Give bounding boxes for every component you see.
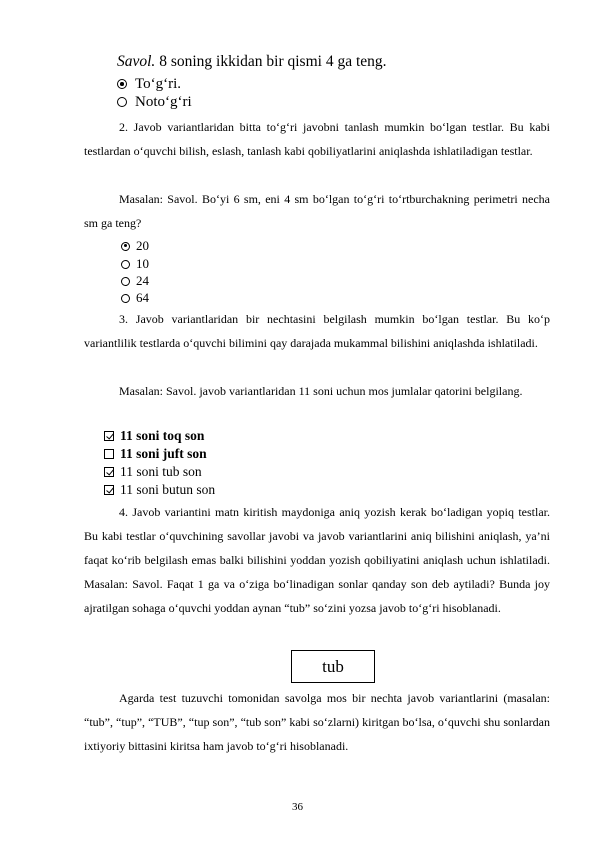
question1-option-2-label: Noto‘g‘ri — [135, 94, 192, 110]
question1-title — [117, 53, 387, 71]
paragraph-3: 3. Javob variantlaridan bir nechtasini belgilash mumkin bo‘lgan testlar. Bu ko‘p variantlilik testlarda o‘quvchi bilimini qay darajada mukammal bilishini aniqlashda ishlatiladi. — [84, 312, 550, 350]
question3-option-1[interactable]: 11 soni toq son — [104, 428, 204, 443]
checkbox-checked-icon[interactable] — [104, 467, 114, 477]
radio-selected-icon[interactable] — [117, 79, 127, 89]
question2-option-1[interactable]: 20 — [121, 238, 149, 254]
radio-empty-icon[interactable] — [117, 97, 127, 107]
paragraph-4: 4. Javob variantini matn kiritish maydoniga aniq yozish kerak bo‘ladigan yopiq testlar. Bu kabi testlar o‘quvchining savollar javobi va javob variantlarini aniq bilishini aniqlash, ya’ni faqat ko‘rib belgilash emas balki bilishini yoddan yozish qobiliyatini aniqlash uchun ishlatiladi. Masalan: Savol. Faqat 1 ga va o‘ziga bo‘linadigan sonlar qanday son deb aytiladi? Bunda joy ajratilgan sohaga o‘quvchi yoddan aynan “tub” so‘zini yozsa javob to‘g‘ri hisoblanadi. — [84, 505, 550, 615]
checkbox-empty-icon[interactable] — [104, 449, 114, 459]
question3-option-2[interactable]: 11 soni juft son — [104, 446, 207, 461]
question1-lead: Savol. — [117, 53, 156, 70]
question2-option-2[interactable]: 10 — [121, 256, 149, 272]
page-number: 36 — [292, 801, 303, 813]
checkbox-checked-icon[interactable] — [104, 485, 114, 495]
radio-selected-icon[interactable] — [121, 242, 130, 251]
checkbox-checked-icon[interactable] — [104, 431, 114, 441]
example-3: Masalan: Savol. javob variantlaridan 11 soni uchun mos jumlalar qatorini belgilang. — [119, 384, 523, 398]
question1-option-1-label: To‘g‘ri. — [135, 76, 182, 92]
question3-option-3[interactable]: 11 soni tub son — [104, 464, 202, 479]
radio-empty-icon[interactable] — [121, 260, 130, 269]
paragraph-2: 2. Javob variantlaridan bitta to‘g‘ri javobni tanlash mumkin bo‘lgan testlar. Bu kabi testlardan o‘quvchi bilish, eslash, tanlash kabi qobiliyatlarini aniqlashda ishlatiladigan testlar. — [84, 120, 550, 158]
radio-empty-icon[interactable] — [121, 277, 130, 286]
answer-input-field[interactable] — [291, 650, 375, 683]
question1-option-2[interactable] — [117, 94, 192, 110]
question1-option-1[interactable] — [117, 76, 181, 92]
example-2: Masalan: Savol. Bo‘yi 6 sm, eni 4 sm bo‘lgan to‘g‘ri to‘rtburchakning perimetri necha sm ga teng? — [84, 192, 550, 230]
paragraph-5: Agarda test tuzuvchi tomonidan savolga mos bir nechta javob variantlarini (masalan: “tub”, “tup”, “TUB”, “tup son”, “tub son” kabi so‘zlarni) kiritgan bo‘lsa, o‘quvchi shu sonlardan ixtiyoriy bittasini kiritsa ham javob to‘g‘ri hisoblanadi. — [84, 691, 550, 753]
question2-option-3[interactable]: 24 — [121, 273, 149, 289]
question2-option-4[interactable]: 64 — [121, 290, 149, 306]
question3-option-4[interactable]: 11 soni butun son — [104, 482, 215, 497]
answer-input-value: tub — [322, 656, 344, 676]
question1-text: 8 soning ikkidan bir qismi 4 ga teng. — [155, 53, 387, 70]
radio-empty-icon[interactable] — [121, 294, 130, 303]
